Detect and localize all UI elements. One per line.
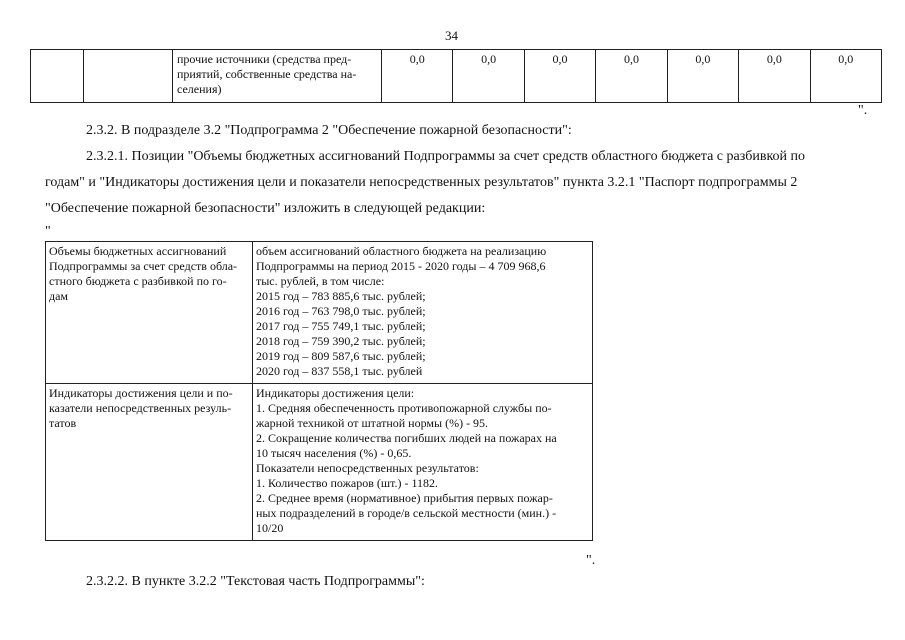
- label-line: Объемы бюджетных ассигнований: [49, 244, 227, 258]
- value-line: 10/20: [256, 521, 284, 535]
- label-line: казатели непосредственных резуль-: [49, 401, 232, 415]
- value-cell: 0,0: [667, 50, 738, 103]
- table-row: [46, 384, 593, 541]
- value-line: тыс. рублей, в том числе:: [256, 274, 385, 288]
- value-line: ных подразделений в городе/в сельской местности (мин.) -: [256, 506, 557, 520]
- funding-continuation-table: [30, 49, 882, 103]
- value-line: 2015 год – 783 885,6 тыс. рублей;: [256, 289, 426, 303]
- budget-allocations-value: [253, 242, 593, 384]
- paragraph-2-3-2-1-line1: 2.3.2.1. Позиции "Объемы бюджетных ассигнований Подпрограммы за счет средств областного бюджета с разбивкой по: [86, 149, 806, 164]
- label-line: стного бюджета с разбивкой по го-: [49, 274, 227, 288]
- empty-cell: [84, 50, 173, 103]
- closing-quote: ".: [586, 553, 596, 568]
- paragraph-2-3-2-2: 2.3.2.2. В пункте 3.2.2 "Текстовая часть Подпрограммы":: [86, 574, 425, 589]
- other-sources-label: [173, 50, 382, 103]
- value-line: 1. Количество пожаров (шт.) - 1182.: [256, 476, 439, 490]
- table-row: [31, 50, 882, 103]
- value-line: 2. Среднее время (нормативное) прибытия первых пожар-: [256, 491, 553, 505]
- indicators-label: [46, 384, 253, 541]
- budget-allocations-label: [46, 242, 253, 384]
- value-line: Подпрограммы на период 2015 - 2020 годы – 4 709 968,6: [256, 259, 546, 273]
- value-line: 2017 год – 755 749,1 тыс. рублей;: [256, 319, 426, 333]
- value-line: 2020 год – 837 558,1 тыс. рублей: [256, 364, 423, 378]
- opening-quote: ": [45, 224, 51, 239]
- value-line: Индикаторы достижения цели:: [256, 386, 415, 400]
- value-line: 1. Средняя обеспеченность противопожарной службы по-: [256, 401, 552, 415]
- value-line: 2. Сокращение количества погибших людей на пожарах на: [256, 431, 557, 445]
- label-line: дам: [49, 289, 69, 303]
- value-cell: 0,0: [453, 50, 524, 103]
- value-line: 2016 год – 763 798,0 тыс. рублей;: [256, 304, 426, 318]
- closing-quote: ".: [858, 103, 868, 118]
- value-line: 10 тысяч населения (%) - 0,65.: [256, 446, 412, 460]
- value-line: 2019 год – 809 587,6 тыс. рублей;: [256, 349, 426, 363]
- value-line: объем ассигнований областного бюджета на реализацию: [256, 244, 547, 258]
- paragraph-2-3-2-1-line3: "Обеспечение пожарной безопасности" изложить в следующей редакции:: [45, 201, 486, 216]
- subprogram-passport-table: [45, 241, 593, 541]
- empty-cell: [31, 50, 84, 103]
- table-row: [46, 242, 593, 384]
- value-line: 2018 год – 759 390,2 тыс. рублей;: [256, 334, 426, 348]
- value-cell: 0,0: [382, 50, 453, 103]
- value-line: Показатели непосредственных результатов:: [256, 461, 479, 475]
- value-cell: 0,0: [739, 50, 810, 103]
- paragraph-2-3-2: 2.3.2. В подразделе 3.2 "Подпрограмма 2 "Обеспечение пожарной безопасности":: [86, 123, 572, 138]
- label-line: Индикаторы достижения цели и по-: [49, 386, 233, 400]
- label-line: приятий, собственные средства на-: [177, 67, 357, 81]
- paragraph-2-3-2-1-line2: годам" и "Индикаторы достижения цели и показатели непосредственных результатов" пункта 3.2.1 "Паспорт подпрограммы 2: [45, 175, 798, 190]
- label-line: прочие источники (средства пред-: [177, 52, 352, 66]
- value-cell: 0,0: [524, 50, 595, 103]
- value-cell: 0,0: [596, 50, 667, 103]
- label-line: селения): [177, 82, 222, 96]
- label-line: Подпрограммы за счет средств обла-: [49, 259, 238, 273]
- page-number: 34: [445, 28, 458, 43]
- indicators-value: [253, 384, 593, 541]
- value-line: жарной техникой от штатной нормы (%) - 95.: [256, 416, 489, 430]
- value-cell: 0,0: [810, 50, 881, 103]
- label-line: татов: [49, 416, 77, 430]
